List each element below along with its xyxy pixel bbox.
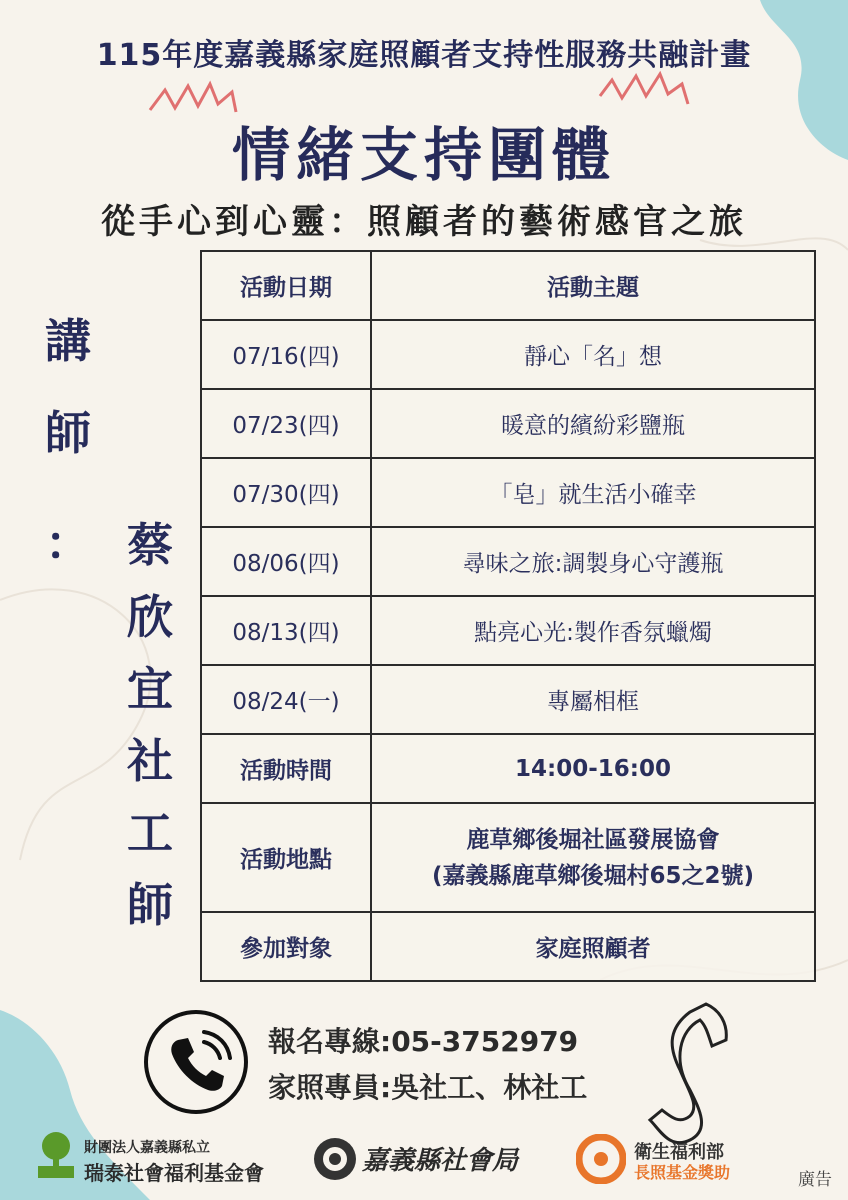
table-row bbox=[201, 320, 815, 389]
ruitai-foundation-logo bbox=[34, 1130, 78, 1182]
lecturer-name-char: 蔡 bbox=[127, 518, 173, 572]
table-row bbox=[201, 596, 815, 665]
location-value bbox=[371, 803, 815, 912]
org3-line1: 衛生福利部 bbox=[634, 1142, 724, 1163]
table-row bbox=[201, 458, 815, 527]
main-title: 情緒支持團體 bbox=[231, 121, 616, 189]
session-date: 08/24(一) bbox=[201, 665, 371, 734]
table-header-row bbox=[201, 251, 815, 320]
location-line1: 鹿草鄉後堀社區發展協會 bbox=[466, 826, 720, 853]
column-header-topic: 活動主題 bbox=[371, 251, 815, 320]
subtitle: 從手心到心靈：照顧者的藝術感官之旅 bbox=[101, 202, 747, 242]
session-topic: 「皂」就生活小確幸 bbox=[371, 458, 815, 527]
time-label: 活動時間 bbox=[201, 734, 371, 803]
lecturer-label-char: 師 bbox=[45, 406, 91, 460]
mohw-logo bbox=[576, 1134, 626, 1184]
table-row bbox=[201, 665, 815, 734]
location-line2: (嘉義縣鹿草鄉後堀村65之2號) bbox=[431, 862, 755, 889]
org2-name: 嘉義縣社會局 bbox=[362, 1146, 519, 1176]
hotline-text: 報名專線:05-3752979 bbox=[268, 1025, 579, 1058]
session-date: 08/13(四) bbox=[201, 596, 371, 665]
lecturer-name bbox=[120, 518, 180, 932]
ad-label: 廣告 bbox=[798, 1170, 832, 1190]
session-date: 07/30(四) bbox=[201, 458, 371, 527]
phone-circle-icon bbox=[144, 1010, 248, 1114]
phone-handset-icon bbox=[650, 1004, 726, 1143]
session-topic: 靜心「名」想 bbox=[371, 320, 815, 389]
location-label: 活動地點 bbox=[201, 803, 371, 912]
session-date: 07/16(四) bbox=[201, 320, 371, 389]
column-header-date: 活動日期 bbox=[201, 251, 371, 320]
lecturer-name-char: 欣 bbox=[127, 590, 173, 644]
lecturer-label-char: ： bbox=[45, 516, 91, 570]
spark-right-icon bbox=[600, 74, 688, 104]
location-row bbox=[201, 803, 815, 912]
social-affairs-bureau-logo bbox=[312, 1136, 358, 1182]
session-topic: 暖意的繽紛彩鹽瓶 bbox=[371, 389, 815, 458]
lecturer-label bbox=[38, 314, 98, 570]
lecturer-name-char: 宜 bbox=[127, 662, 173, 716]
program-title: 115年度嘉義縣家庭照顧者支持性服務共融計畫 bbox=[96, 38, 752, 73]
audience-label: 參加對象 bbox=[201, 912, 371, 981]
session-topic: 專屬相框 bbox=[371, 665, 815, 734]
audience-value: 家庭照顧者 bbox=[371, 912, 815, 981]
phone-icon bbox=[148, 1014, 244, 1110]
session-date: 07/23(四) bbox=[201, 389, 371, 458]
lecturer-name-char: 工 bbox=[127, 806, 173, 860]
audience-row bbox=[201, 912, 815, 981]
time-value: 14:00-16:00 bbox=[371, 734, 815, 803]
lecturer-name-char: 師 bbox=[127, 878, 173, 932]
staff-text: 家照專員:吳社工、林社工 bbox=[268, 1071, 588, 1104]
org1-line2: 瑞泰社會福利基金會 bbox=[84, 1161, 264, 1185]
lecturer-label-char: 講 bbox=[45, 314, 91, 368]
table-row bbox=[201, 389, 815, 458]
lecturer-name-char: 社 bbox=[127, 734, 173, 788]
session-date: 08/06(四) bbox=[201, 527, 371, 596]
time-row bbox=[201, 734, 815, 803]
schedule-table bbox=[200, 250, 816, 982]
session-topic: 點亮心光:製作香氛蠟燭 bbox=[371, 596, 815, 665]
session-topic: 尋味之旅:調製身心守護瓶 bbox=[371, 527, 815, 596]
org3-line2: 長照基金獎助 bbox=[634, 1163, 731, 1182]
table-row bbox=[201, 527, 815, 596]
org1-line1: 財團法人嘉義縣私立 bbox=[84, 1140, 210, 1156]
